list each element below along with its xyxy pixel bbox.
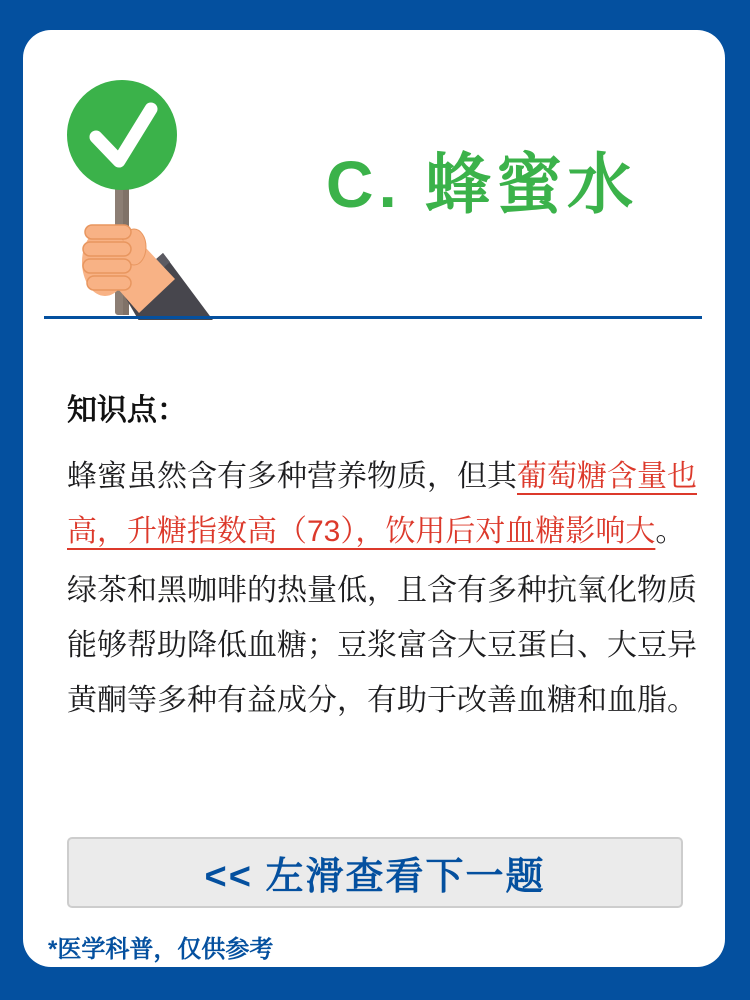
finger-shape: [87, 276, 131, 290]
answer-card: [23, 30, 725, 967]
knowledge-paragraph-1: [67, 449, 719, 559]
text-segment-normal: 绿茶和黑咖啡的热量低，且含有多种抗氧化物质能够帮助降低血糖；豆浆富含大豆蛋白、大豆异黄酮等多种有益成分，有助于改善血糖和血脂。: [67, 574, 697, 717]
header-divider: [44, 316, 702, 319]
swipe-next-button[interactable]: << 左滑查看下一题: [67, 837, 683, 908]
text-segment-red-underline: 葡萄糖含量也高，升糖指数高（73），饮用后对血糖影响大: [67, 460, 697, 548]
knowledge-heading: 知识点：: [67, 394, 187, 427]
disclaimer-text: *医学科普，仅供参考: [48, 936, 274, 963]
finger-shape: [83, 242, 131, 256]
check-paddle-icon: [63, 75, 243, 320]
knowledge-paragraph-2: [67, 563, 719, 728]
text-segment-normal: 蜂蜜虽然含有多种营养物质，但其: [67, 460, 517, 493]
answer-title: C. 蜂蜜水: [325, 147, 639, 221]
knowledge-section: [67, 389, 719, 728]
check-circle-icon: [67, 80, 177, 190]
text-segment-normal: 。: [655, 515, 686, 548]
finger-shape: [85, 225, 131, 239]
finger-shape: [83, 259, 131, 273]
